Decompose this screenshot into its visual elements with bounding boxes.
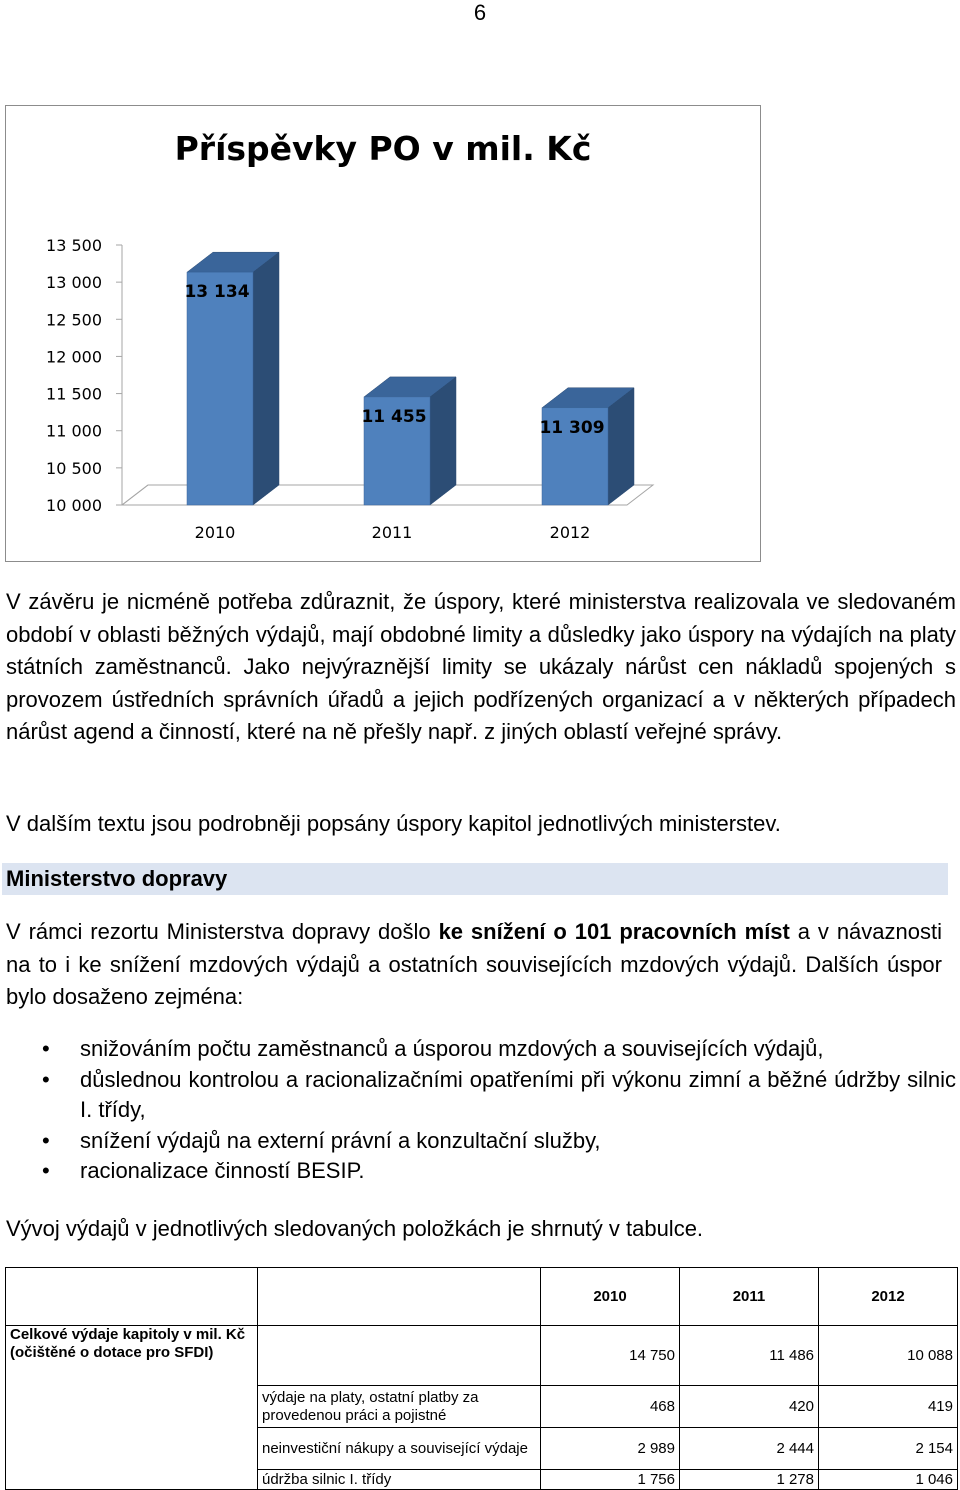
list-item: • důslednou kontrolou a racionalizačními opatřeními při výkonu zimní a běžné údržby silnic I. třídy, <box>0 1065 956 1126</box>
bar-side <box>430 377 456 505</box>
table-cell: 419 <box>819 1386 958 1428</box>
total-label: Celkové výdaje kapitoly v mil. Kč (očištěné o dotace pro SFDI) <box>6 1326 258 1490</box>
list-item: • snížení výdajů na externí právní a konzultační služby, <box>0 1126 956 1157</box>
bar-data-label: 13 134 <box>184 282 250 303</box>
chart-canvas <box>6 106 760 561</box>
year-header: 2011 <box>680 1268 819 1326</box>
list-item: • racionalizace činností BESIP. <box>0 1156 956 1187</box>
year-header: 2010 <box>541 1268 680 1326</box>
row-label: údržba silnic I. třídy <box>258 1470 541 1490</box>
empty-header-cell <box>6 1268 258 1326</box>
paragraph-table-intro: Vývoj výdajů v jednotlivých sledovaných položkách je shrnutý v tabulce. <box>6 1216 704 1241</box>
table-cell: 1 756 <box>541 1470 680 1490</box>
paragraph-intro-ministries: V dalším textu jsou podrobněji popsány úspory kapitol jednotlivých ministerstev. <box>6 811 781 836</box>
y-tick-label: 13 000 <box>46 273 102 293</box>
table-header-row <box>6 1268 958 1326</box>
bar-chart <box>5 105 761 562</box>
y-tick-label: 11 500 <box>46 384 102 404</box>
table-cell: 1 046 <box>819 1470 958 1490</box>
chart-title: Příspěvky PO v mil. Kč <box>174 129 592 168</box>
paragraph-ministry-transport: V rámci rezortu Ministerstva dopravy došlo ke snížení o 101 pracovních míst a v návaznosti na to i ke snížení mzdových výdajů a ostatních souvisejících mzdových výdajů. Dalších úspor bylo dosaženo zejména: <box>6 919 942 1009</box>
emphasis-staff-cut: ke snížení o 101 pracovních míst <box>438 919 790 944</box>
x-tick-label: 2011 <box>371 523 413 542</box>
table-cell: 14 750 <box>541 1326 680 1386</box>
section-heading: Ministerstvo dopravy <box>2 863 948 895</box>
y-tick-label: 13 500 <box>46 236 102 255</box>
row-label: neinvestiční nákupy a související výdaje <box>258 1428 541 1470</box>
savings-bullet-list <box>0 1034 960 1187</box>
table-cell: 2 154 <box>819 1428 958 1470</box>
table-row-total <box>6 1326 958 1386</box>
bar-data-label: 11 455 <box>361 406 427 427</box>
empty-header-cell <box>258 1268 541 1326</box>
table-cell: 11 486 <box>680 1326 819 1386</box>
bar-side <box>608 388 634 505</box>
x-tick-label: 2012 <box>549 523 591 542</box>
y-tick-label: 12 500 <box>46 310 102 330</box>
list-item: • snižováním počtu zaměstnanců a úsporou mzdových a souvisejících výdajů, <box>0 1034 956 1065</box>
bar-side <box>253 252 279 505</box>
bar <box>187 272 253 505</box>
paragraph-savings-limits: V závěru je nicméně potřeba zdůraznit, že úspory, které ministerstva realizovala ve sledovaném období v oblasti běžných výdajů, mají obdobné limity a důsledky jako úspory na výdajích na platy státních zaměstnanců. Jako nejvýraznější limity se ukázaly nárůst cen nákladů spojených s provozem ústředních správních úřadů a jejich podřízených organizací a v některých případech nárůst agend a činností, které na ně přešly např. z jiných oblastí veřejné správy. <box>6 589 956 744</box>
y-tick-label: 10 000 <box>46 496 102 515</box>
year-header: 2012 <box>819 1268 958 1326</box>
row-label: výdaje na platy, ostatní platby za provedenou práci a pojistné <box>258 1386 541 1428</box>
table-cell: 10 088 <box>819 1326 958 1386</box>
y-tick-label: 12 000 <box>46 347 102 367</box>
x-tick-label: 2010 <box>194 523 236 542</box>
y-tick-label: 10 500 <box>46 458 102 478</box>
table-cell: 1 278 <box>680 1470 819 1490</box>
table-cell: 420 <box>680 1386 819 1428</box>
table-cell: 2 989 <box>541 1428 680 1470</box>
page-number: 6 <box>473 0 487 25</box>
expenditure-table <box>5 1267 958 1490</box>
bar-data-label: 11 309 <box>539 417 605 438</box>
table-cell: 2 444 <box>680 1428 819 1470</box>
table-cell: 468 <box>541 1386 680 1428</box>
empty-cell <box>258 1326 541 1386</box>
y-tick-label: 11 000 <box>46 421 102 441</box>
